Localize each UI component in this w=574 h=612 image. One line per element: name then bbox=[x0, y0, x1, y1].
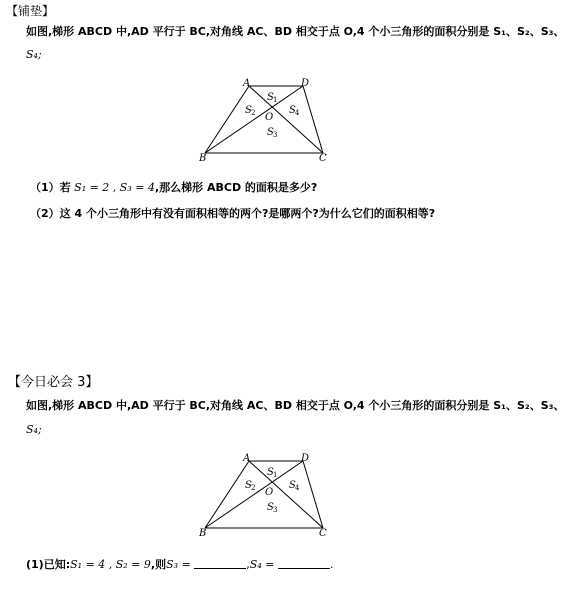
area-label-s1: S bbox=[267, 92, 274, 103]
problem-text-line2: S₄; bbox=[26, 48, 42, 61]
question-1b-sep: , bbox=[246, 558, 250, 571]
area-label-s1: S bbox=[267, 467, 274, 478]
question-1b-math1: S₁ = 4 , S₂ = 9 bbox=[70, 558, 151, 571]
area-label-s2: S bbox=[245, 105, 252, 116]
edge-ab bbox=[205, 461, 249, 528]
area-label-s3: S bbox=[267, 127, 274, 138]
problem-text-line1-b: 如图,梯形 ABCD 中,AD 平行于 BC,对角线 AC、BD 相交于点 O,4 个小三角形的面积分别是 S₁、S₂、S₃、 bbox=[26, 399, 565, 412]
edge-ab bbox=[205, 86, 249, 153]
question-1b-mid: ,则 bbox=[150, 558, 167, 571]
center-label-o: O bbox=[265, 112, 274, 123]
section-header-today: 【今日必会 3】 bbox=[8, 375, 99, 390]
problem-text-line2-b: S₄; bbox=[26, 423, 42, 436]
problem-text-line1: 如图,梯形 ABCD 中,AD 平行于 BC,对角线 AC、BD 相交于点 O,4 个小三角形的面积分别是 S₁、S₂、S₃、 bbox=[26, 25, 565, 38]
area-sub-4: 4 bbox=[295, 109, 300, 117]
vertex-label-b: B bbox=[199, 153, 207, 164]
center-label-o: O bbox=[265, 487, 274, 498]
area-label-s3: S bbox=[267, 502, 274, 513]
area-sub-1: 1 bbox=[273, 471, 278, 479]
trapezoid-figure-2 bbox=[195, 450, 345, 540]
vertex-label-b: B bbox=[199, 528, 207, 539]
answer-blank-s3[interactable] bbox=[194, 558, 246, 569]
diagonal-bd bbox=[205, 461, 303, 528]
area-sub-3: 3 bbox=[273, 131, 278, 139]
area-sub-4: 4 bbox=[295, 484, 300, 492]
question-1b-math2: S₃ = bbox=[166, 558, 191, 571]
area-sub-2: 2 bbox=[251, 109, 256, 117]
answer-blank-s4[interactable] bbox=[278, 558, 330, 569]
area-sub-1: 1 bbox=[273, 96, 278, 104]
edge-dc bbox=[303, 86, 323, 153]
area-label-s4: S bbox=[289, 480, 296, 491]
vertex-label-a: A bbox=[243, 78, 251, 89]
vertex-label-d: D bbox=[301, 453, 310, 464]
vertex-label-c: C bbox=[319, 153, 327, 164]
area-sub-2: 2 bbox=[251, 484, 256, 492]
question-1-prefix: （1）若 bbox=[30, 181, 71, 194]
question-1-math: S₁ = 2 , S₃ = 4 bbox=[74, 181, 155, 194]
area-sub-3: 3 bbox=[273, 506, 278, 514]
section-header-pudian: 【铺垫】 bbox=[6, 4, 55, 18]
edge-dc bbox=[303, 461, 323, 528]
trapezoid-figure-1 bbox=[195, 75, 345, 165]
question-1b-prefix: (1)已知: bbox=[26, 558, 71, 571]
vertex-label-c: C bbox=[319, 528, 327, 539]
question-2-text: （2）这 4 个小三角形中有没有面积相等的两个?是哪两个?为什么它们的面积相等? bbox=[30, 207, 436, 220]
question-1b-math3: S₄ = bbox=[249, 558, 275, 571]
vertex-label-d: D bbox=[301, 78, 310, 89]
question-1b-end: . bbox=[329, 558, 334, 571]
area-label-s2: S bbox=[245, 480, 252, 491]
question-1-suffix: ,那么梯形 ABCD 的面积是多少? bbox=[154, 181, 318, 194]
area-label-s4: S bbox=[289, 105, 296, 116]
diagonal-bd bbox=[205, 86, 303, 153]
question-1-row-b bbox=[26, 556, 333, 572]
question-1-row bbox=[30, 179, 317, 195]
diagonal-ac bbox=[249, 86, 323, 153]
vertex-label-a: A bbox=[243, 453, 251, 464]
diagonal-ac bbox=[249, 461, 323, 528]
question-2-row bbox=[30, 205, 435, 221]
